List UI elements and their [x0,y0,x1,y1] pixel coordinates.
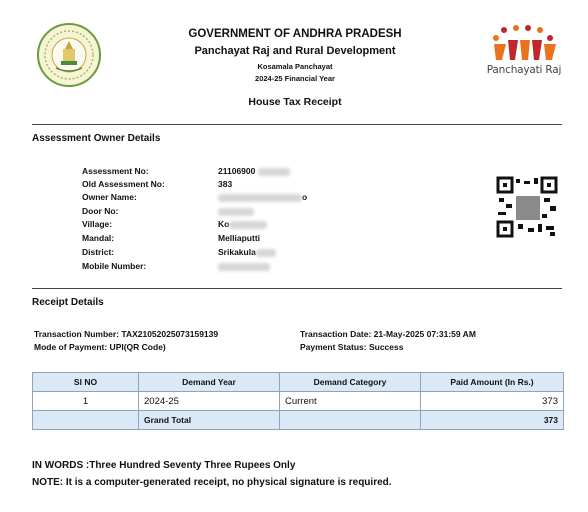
panchayati-raj-logo-text: Panchayati Raj [486,64,562,76]
field-value: o [218,192,307,202]
panchayati-raj-logo-icon [488,24,560,64]
computer-generated-note: NOTE: It is a computer-generated receipt, no physical signature is required. [32,477,392,488]
receipt-section-title: Receipt Details [32,297,104,308]
grand-total-empty-cell [33,411,139,430]
payment-status: Payment Status: Success [300,342,404,352]
column-header-demand-category: Demand Category [280,373,421,392]
field-value: 21106900 [218,166,290,176]
field-label: Mandal: [82,233,115,243]
panchayat-name: Kosamala Panchayat [257,62,333,71]
column-header-paid-amount: Paid Amount (In Rs.) [421,373,564,392]
department-title: Panchayat Raj and Rural Development [194,45,396,57]
grand-total-spacer [280,411,421,430]
receipt-title: House Tax Receipt [248,96,342,108]
transaction-date: Transaction Date: 21-May-2025 07:31:59 AM [300,329,476,339]
field-value: 383 [218,179,233,189]
field-label: Assessment No: [82,166,149,176]
field-label: Village: [82,219,113,229]
field-value: Srikakula [218,247,276,257]
header-divider [32,124,562,125]
field-value [218,206,254,216]
cell-demand-year: 2024-25 [139,392,280,411]
qr-code-icon[interactable] [496,176,558,238]
financial-year: 2024-25 Financial Year [255,74,335,83]
table-header-row [33,373,564,392]
grand-total-amount: 373 [421,411,564,430]
cell-paid-amount: 373 [421,392,564,411]
assessment-section-title: Assessment Owner Details [32,133,161,144]
grand-total-row [33,411,564,430]
field-label: Mobile Number: [82,261,147,271]
government-title: GOVERNMENT OF ANDHRA PRADESH [188,28,402,40]
andhra-pradesh-emblem-icon [36,22,102,88]
assessment-divider [32,288,562,289]
demand-table [32,372,564,430]
column-header-si-no: SI NO [33,373,139,392]
field-label: Old Assessment No: [82,179,165,189]
table-row [33,392,564,411]
field-value: Melliaputti [218,233,261,243]
field-label: Door No: [82,206,119,216]
field-label: District: [82,247,115,257]
field-value: Ko [218,219,267,229]
grand-total-label: Grand Total [139,411,280,430]
cell-demand-category: Current [280,392,421,411]
cell-si-no: 1 [33,392,139,411]
field-label: Owner Name: [82,192,137,202]
column-header-demand-year: Demand Year [139,373,280,392]
mode-of-payment: Mode of Payment: UPI(QR Code) [34,342,166,352]
field-value [218,261,270,271]
amount-in-words: IN WORDS :Three Hundred Seventy Three Rupees Only [32,460,296,471]
transaction-number: Transaction Number: TAX21052025073159139 [34,329,219,339]
